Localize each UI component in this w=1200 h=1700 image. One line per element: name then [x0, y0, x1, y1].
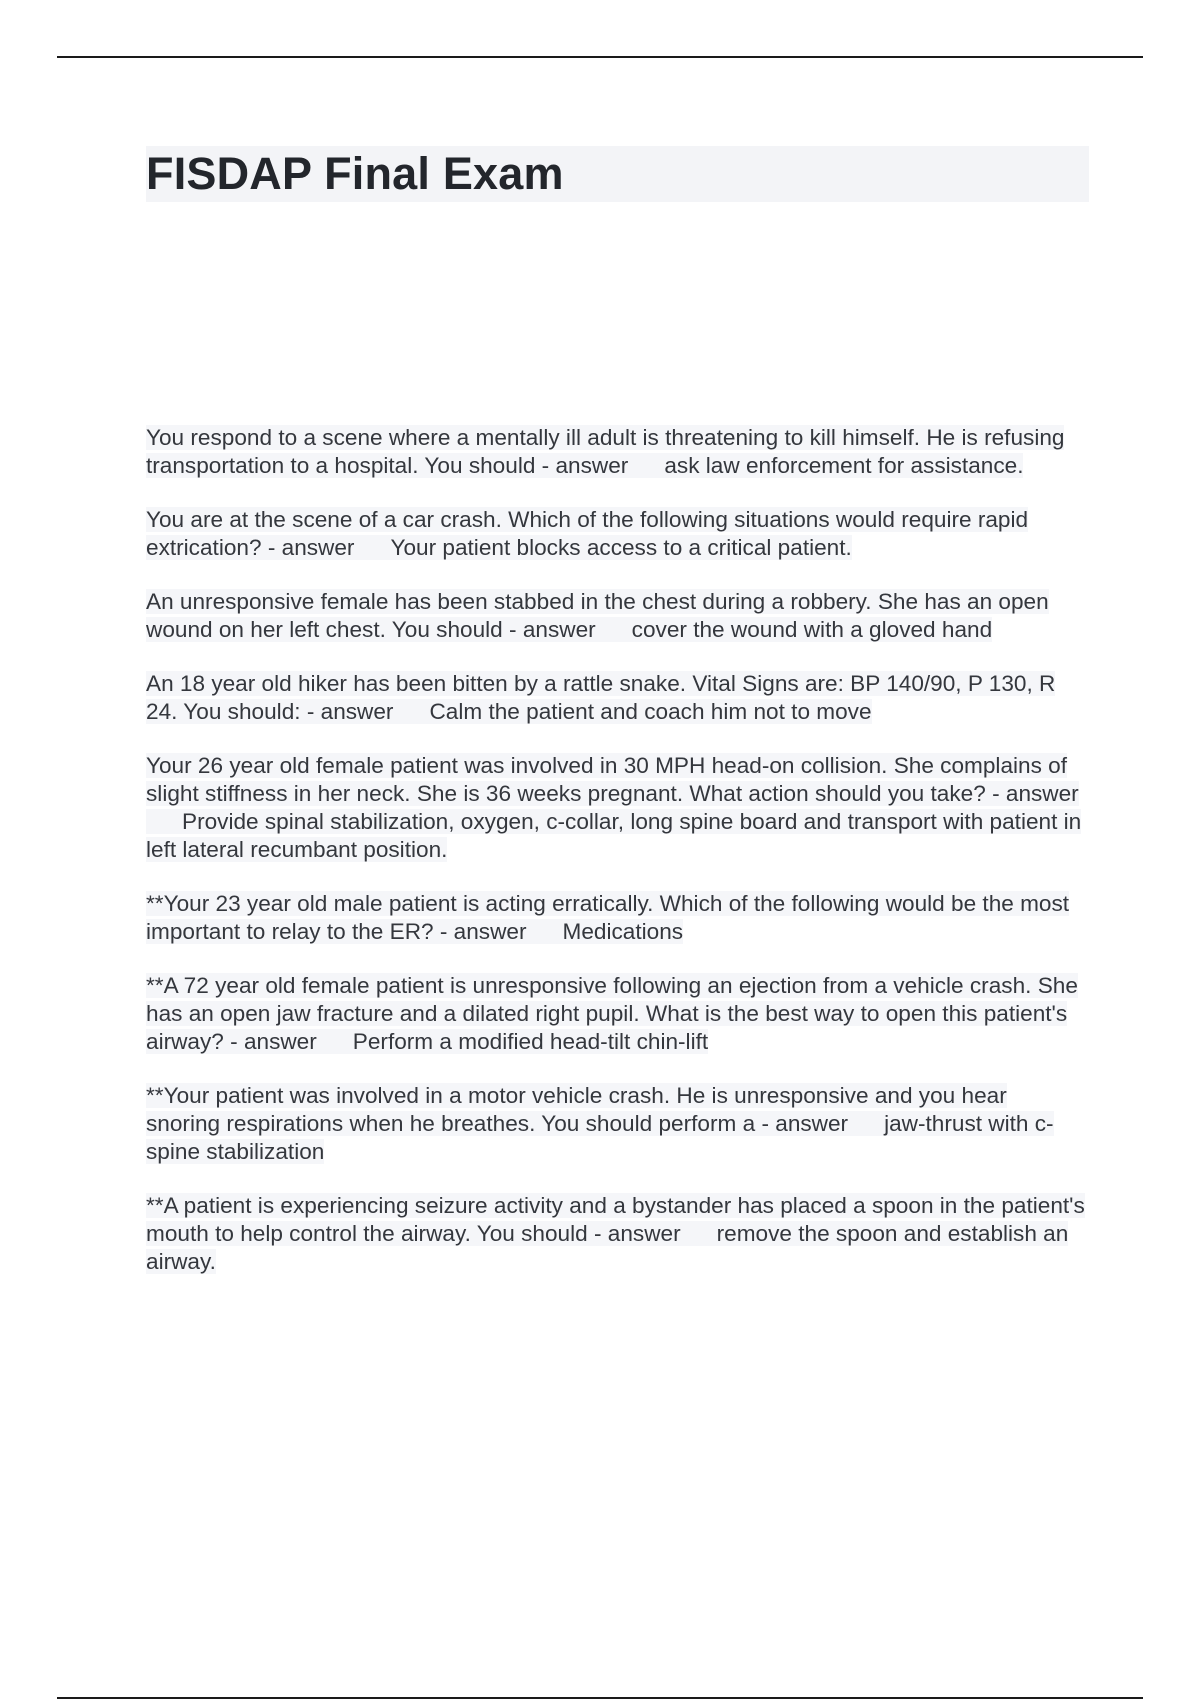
answer-separator: - answer [223, 1029, 317, 1054]
answer-text: Your patient blocks access to a critical patient. [390, 535, 852, 560]
question-text: You are at the scene of a car crash. Which of the following situations would require rapid extrication? [146, 507, 1029, 560]
question-item [146, 752, 1086, 864]
bottom-rule [57, 1697, 1143, 1699]
answer-text: cover the wound with a gloved hand [631, 617, 993, 642]
question-item [146, 890, 1086, 946]
question-text: Your 26 year old female patient was involved in 30 MPH head-on collision. She complains of slight stiffness in her neck. She is 36 weeks pregnant. What action should you take? [146, 753, 1068, 806]
answer-separator: - answer [587, 1221, 681, 1246]
question-item [146, 670, 1086, 726]
answer-separator: - answer [300, 699, 394, 724]
answer-text: remove the spoon and establish an airway. [146, 1221, 1069, 1274]
answer-text: jaw-thrust with c-spine stabilization [146, 1111, 1054, 1164]
question-list [146, 424, 1086, 1302]
question-text: **A 72 year old female patient is unresponsive following an ejection from a vehicle crash. She has an open jaw fracture and a dilated right pupil. What is the best way to open this patient's airway? [146, 973, 1078, 1054]
page-title: FISDAP Final Exam [146, 148, 564, 199]
question-text: An unresponsive female has been stabbed in the chest during a robbery. She has an open wound on her left chest. You should [146, 589, 1049, 642]
answer-text: Provide spinal stabilization, oxygen, c-collar, long spine board and transport with patient in left lateral recumbant position. [146, 809, 1082, 862]
answer-separator: - answer [261, 535, 355, 560]
question-text: An 18 year old hiker has been bitten by a rattle snake. Vital Signs are: BP 140/90, P 130, R 24. You should: [146, 671, 1056, 724]
question-text: You respond to a scene where a mentally ill adult is threatening to kill himself. He is refusing transportation to a hospital. You should [146, 425, 1065, 478]
answer-separator: - answer [535, 453, 629, 478]
answer-separator: - answer [755, 1111, 849, 1136]
answer-text: Perform a modified head-tilt chin-lift [352, 1029, 709, 1054]
answer-text: Calm the patient and coach him not to move [429, 699, 872, 724]
answer-separator: - answer [985, 781, 1079, 806]
answer-text: ask law enforcement for assistance. [664, 453, 1024, 478]
question-text: **A patient is experiencing seizure activity and a bystander has placed a spoon in the patient's mouth to help control the airway. You should [146, 1193, 1085, 1246]
question-item [146, 972, 1086, 1056]
question-item [146, 1192, 1086, 1276]
question-text: **Your patient was involved in a motor vehicle crash. He is unresponsive and you hear snoring respirations when he breathes. You should perform a [146, 1083, 1007, 1136]
answer-separator: - answer [502, 617, 596, 642]
question-text: **Your 23 year old male patient is acting erratically. Which of the following would be the most important to relay to the ER? [146, 891, 1070, 944]
question-item [146, 588, 1086, 644]
question-item [146, 424, 1086, 480]
top-rule [57, 56, 1143, 58]
answer-text: Medications [562, 919, 684, 944]
answer-separator: - answer [433, 919, 527, 944]
question-item [146, 506, 1086, 562]
question-item [146, 1082, 1086, 1166]
